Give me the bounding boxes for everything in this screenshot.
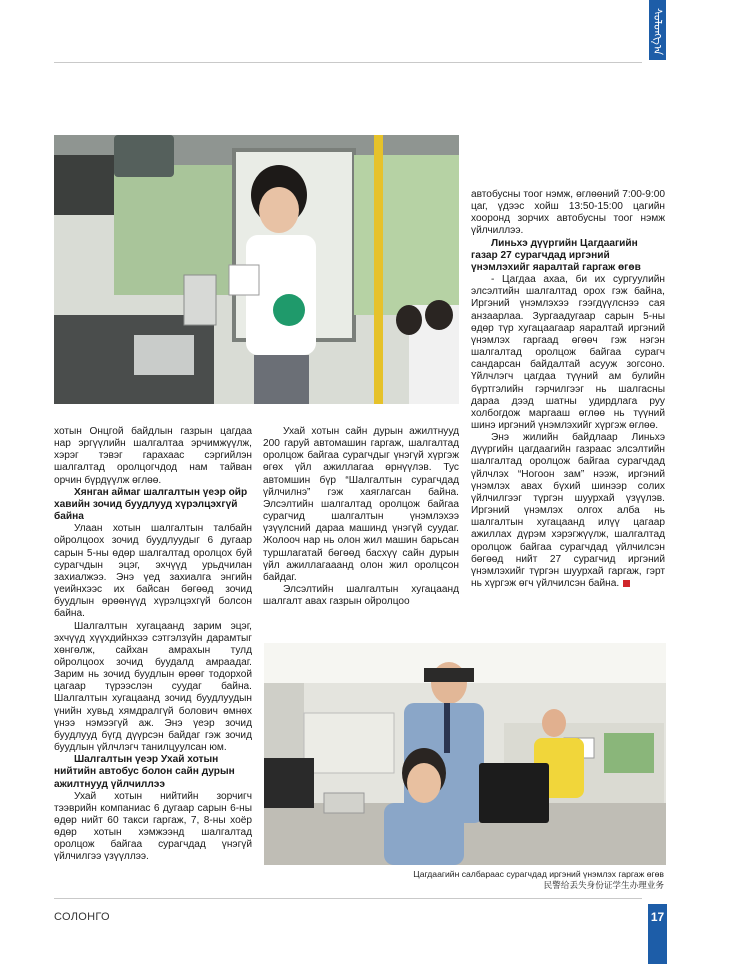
paragraph-text: Энэ жилийн байдлаар Линьхэ дүүргийн цагдаагийн газраас элсэлтийн шалгалтад оролцож байгаа сурагчдад үйлчлэх “Ногоон зам” нээж, иргэний үнэмлэх авах бүхий шинээр солих үйлчилгээг түргэн шуурхай үзүүлэв. Иргэний үнэмлэх олгох алба нь шалгалтын хугацаанд илүү цагаар ажиллах дүрэм хэрэгжүүлж, шалгалтад оролцож байгаа сурагчдад үйлчилсэн бөгөөд нийт 27 сурагчид иргэний үнэмлэхийг түргэн шуурхай гаргаж, гэрт нь хүргэж өгч үйлчилсэн байна.	[471, 432, 665, 589]
text-column-1	[54, 426, 252, 864]
magazine-name: СОЛОНГО	[54, 911, 110, 923]
paragraph	[471, 432, 665, 590]
text-column-3	[471, 189, 665, 590]
footer-rule	[54, 898, 642, 899]
paragraph: - Цагдаа ахаа, би их сургуулийн элсэлтийн шалгалтад орох гэж байна, Иргэний үнэмлэхээ гээгдүүлснээ сая анзаарлаа. Зургаадугаар сарын 5-ны өдөр түр хугацаагаар яаралтай иргэний үнэмлэх гаргаад өгөөч гэж нэгэн шалгалтад оролцож байгаа сурагч сандарсан байдалтай асууж зогсоно. Үйлчлэгч цагдаа түүний ам булийн бүртгэлийн гэрчилгээг нь шалгасны дараа дээд шатны удирдлага руу холбогдож маргааш өглөө нь түүний шинэ иргэний үнэмлэхийг хүргэж өглөө.	[471, 274, 665, 431]
subheading: Хянган аймаг шалгалтын үеэр ойр хавийн зочид буудлууд хүрэлцэхгүй байна	[54, 486, 248, 523]
paragraph: Улаан хотын шалгалтын талбайн ойролцоох зочид буудлуудыг 6 дугаар сарын 5-ны өдөр шалгалтад оролцох буй сурагчдын эцэг, эхчүүд урьдчилан захиалжээ. Энэ үед захиалга энгийн үеийнхээс их байсан бөгөөд зочид буудлын өрөөнүүд хүрэлцэхгүй болсон байна.	[54, 523, 252, 620]
paragraph: автобусны тоог нэмж, өглөөний 7:00-9:00 цаг, үдээс хойш 13:50-15:00 цагийн хооронд зорчих автобусны тоог нэмж үйлчиллээ.	[471, 189, 665, 237]
subheading: Шалгалтын үеэр Ухай хотын нийтийн автобус болон сайн дурын ажилтнууд үйлчиллээ	[54, 754, 235, 790]
subheading: Линьхэ дүүргийн Цагдаагийн газар 27 сурагчдад иргэний үнэмлэхийг яаралтай гаргаж өгөв	[471, 237, 641, 273]
page-number: 17	[648, 904, 667, 964]
caption-mongolian: Цагдаагийн салбараас сурагчдад иргэний үнэмлэх гаргаж өгөв	[413, 869, 664, 879]
police-office-photo	[264, 643, 666, 865]
paragraph: Ухай хотын сайн дурын ажилтнууд 200 гаруй автомашин гаргаж, шалгалтад оролцож байгаа сурагчдыг үнэгүй хүргэж өгөх үйл ажиллагаа өрнүүлэв. Тус автомшин бүр “Шалгалтын сурагчдад үйлчилнэ” гэж хаяглагсан байна. Элсэлтийн шалгалтад оролцож байгаа сурагчид шалгалтын үнэмлэхээ үзүүлсний дараа машинд үнэгүй суудаг. Жолооч нар нь олон жил машин барьсан туршлагатай бөгөөд басхүү сайн дурын үйл ажиллагааанд олон жил оролцсон байдаг.	[263, 426, 459, 583]
paragraph: Шалгалтын хугацаанд зарим эцэг, эхчүүд хүүхдийнхээ сэтгэлзүйн дарамтыг хөнгөлж, сайхан амрахын тулд ойролцоох зочид буудалд амраадаг. Зарим нь зочид буудлын өрөөг тодорхой цагаар түрээслэн суудаг байна. Шалгалтын хугацаанд зочид буудлуудын үнийн хувьд хямдралгүй болович өмнөх үнээ нэмээгүй аж. Энэ үеэр зочид буудлууд бүгд дүүрсэн байдаг гэж зочид буудлын үйлчлэгч танилцуулсан юм.	[54, 620, 252, 754]
paragraph: хотын Онцгой байдлын газрын цагдаа нар эргүүлийн шалгалтаа эрчимжүүлж, хэрэг тэвэг гарахаас сэргийлэн шалгалтад оролцогчдод нам тайван орчин бүрдүүлж өглөө.	[54, 426, 252, 486]
text-column-2	[263, 426, 459, 608]
photo-caption	[380, 869, 664, 891]
article-end-mark	[623, 580, 630, 587]
paragraph: Элсэлтийн шалгалтын хугацаанд шалгалт авах газрын ойролцоо	[263, 584, 459, 608]
bus-student-photo	[54, 135, 459, 404]
top-rule	[54, 62, 642, 63]
paragraph: Ухай хотын нийтийн зорчигч тээврийн компаниас 6 дугаар сарын 6-ны өдөр нийт 60 такси гаргаж, 7, 8-ны хоёр өдөр хотын хэмжээнд шалгалтад оролцож байгаа сурагчдад үнэгүй үйлчилгээ үзүүллээ.	[54, 790, 252, 863]
caption-chinese: 民警给丢失身份证学生办理业务	[543, 880, 664, 890]
section-tab: ᠰᠤᠯᠤᠩᠭ᠎ᠠ	[649, 0, 666, 60]
